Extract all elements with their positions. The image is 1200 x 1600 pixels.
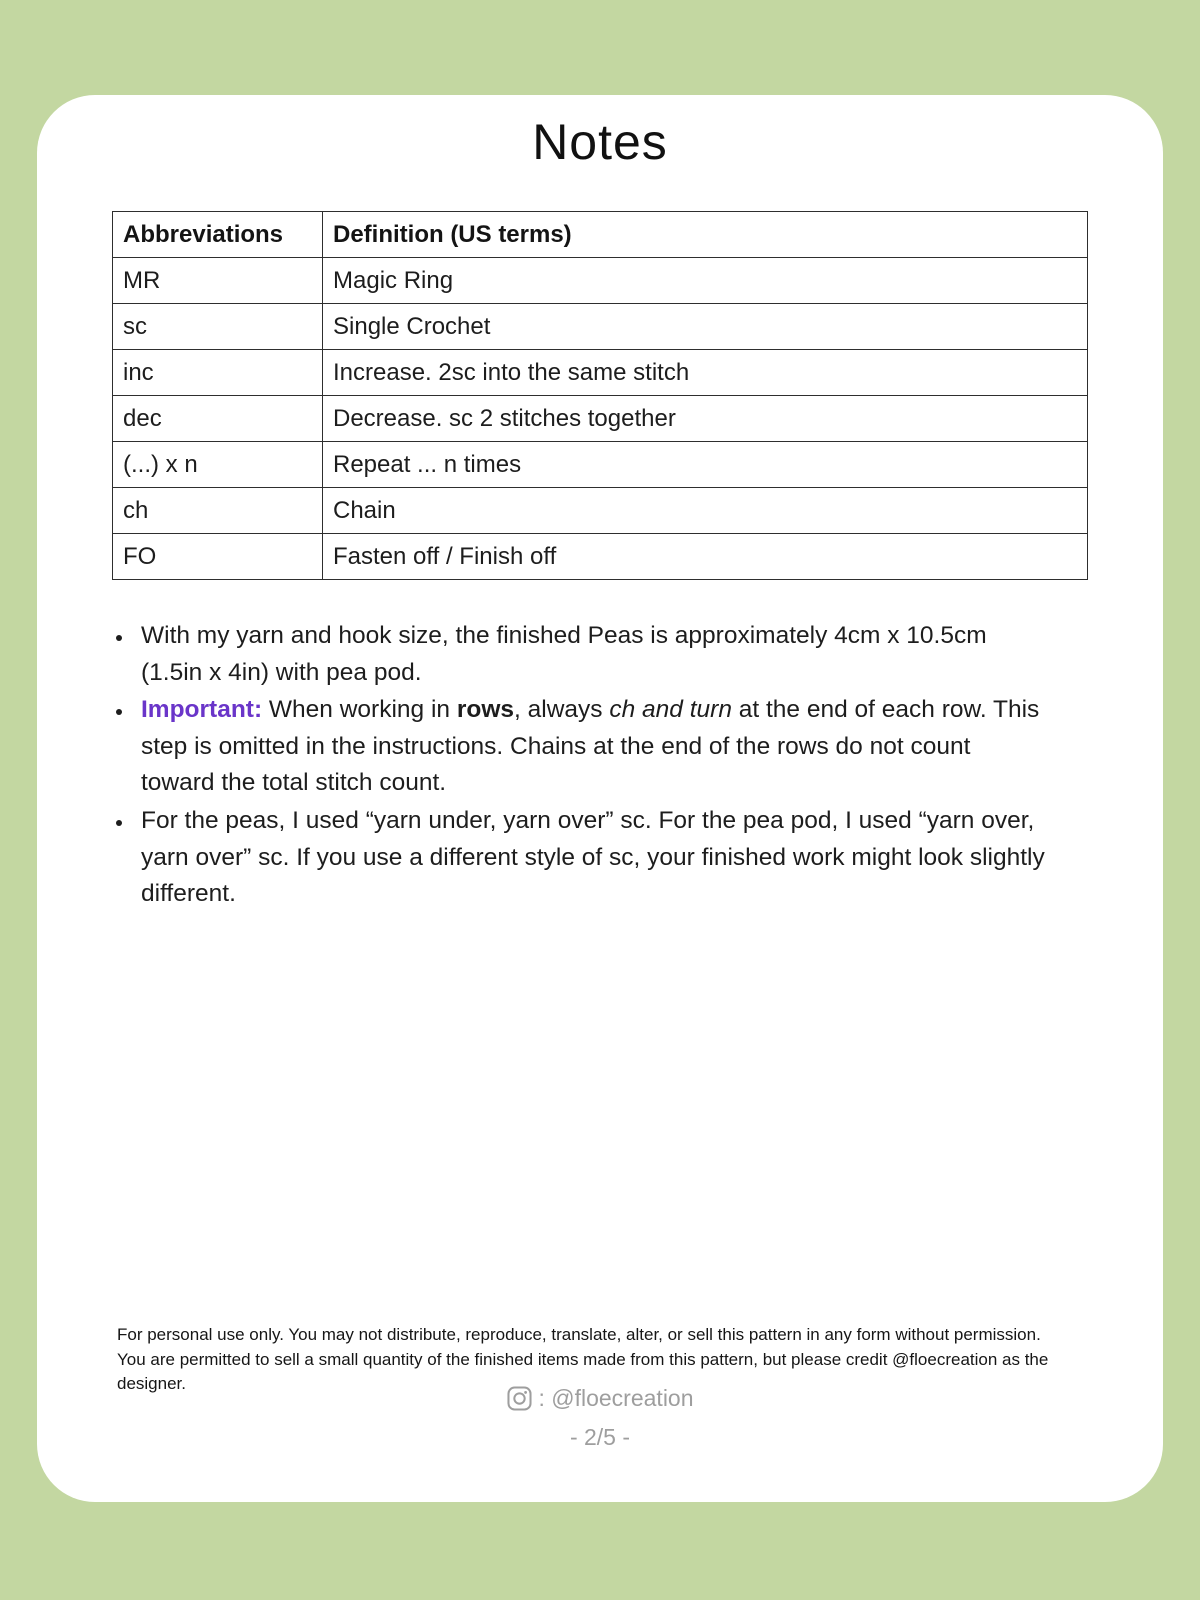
definition-cell: Fasten off / Finish off — [323, 534, 1088, 580]
note-bullet — [134, 618, 1049, 691]
definition-cell: Chain — [323, 488, 1088, 534]
table-row — [113, 304, 1088, 350]
note-text-segment: ch and turn — [609, 696, 732, 724]
definition-cell: Decrease. sc 2 stitches together — [323, 396, 1088, 442]
instagram-handle: : @floecreation — [538, 1385, 694, 1411]
table-row — [113, 396, 1088, 442]
definition-cell: Single Crochet — [323, 304, 1088, 350]
table-row — [113, 488, 1088, 534]
table-header-row — [113, 212, 1088, 258]
page-footer — [37, 1323, 1163, 1493]
abbreviation-cell: ch — [113, 488, 323, 534]
page-title: Notes — [532, 114, 668, 170]
note-text-segment: Important: — [141, 696, 263, 724]
note-text-segment: With my yarn and hook size, the finished Peas is approximately 4cm x 10.5cm (1.5in x 4in) with pea pod. — [141, 622, 987, 686]
instagram-row — [37, 1385, 1163, 1412]
table-row — [113, 350, 1088, 396]
column-header-definition: Definition (US terms) — [323, 212, 1088, 258]
instagram-icon — [506, 1385, 533, 1412]
abbreviations-table — [112, 211, 1088, 580]
definition-cell: Magic Ring — [323, 258, 1088, 304]
note-bullet — [134, 803, 1049, 913]
note-bullet — [134, 692, 1049, 802]
table-row — [113, 258, 1088, 304]
definition-cell: Increase. 2sc into the same stitch — [323, 350, 1088, 396]
note-text-segment: When working in — [262, 696, 457, 724]
column-header-abbreviations: Abbreviations — [113, 212, 323, 258]
note-text-segment: rows — [456, 696, 515, 724]
note-text-segment: For the peas, I used “yarn under, yarn over” sc. For the pea pod, I used “yarn over, yarn over” sc. If you use a different style of sc, your finished work might look slightly different. — [141, 806, 1045, 908]
abbreviation-cell: (...) x n — [113, 442, 323, 488]
table-row — [113, 534, 1088, 580]
pattern-notes-card — [37, 95, 1163, 1502]
notes-list — [37, 618, 1049, 913]
abbreviation-cell: dec — [113, 396, 323, 442]
table-row — [113, 442, 1088, 488]
abbreviation-cell: FO — [113, 534, 323, 580]
abbreviation-cell: MR — [113, 258, 323, 304]
copyright-disclaimer: For personal use only. You may not distribute, reproduce, translate, alter, or sell this pattern in any form without permission. You are permitted to sell a small quantity of the finished items made from this pattern, but please credit @floecreation as the designer. — [117, 1325, 1049, 1393]
note-text-segment: , always — [514, 696, 610, 724]
definition-cell: Repeat ... n times — [323, 442, 1088, 488]
page-number: - 2/5 - — [569, 1424, 631, 1450]
abbreviation-cell: inc — [113, 350, 323, 396]
abbreviation-cell: sc — [113, 304, 323, 350]
note-text-segment: at the end of each row. This step is omitted in the instructions. Chains at the end of the rows do not count toward the total stitch count. — [141, 696, 1040, 797]
